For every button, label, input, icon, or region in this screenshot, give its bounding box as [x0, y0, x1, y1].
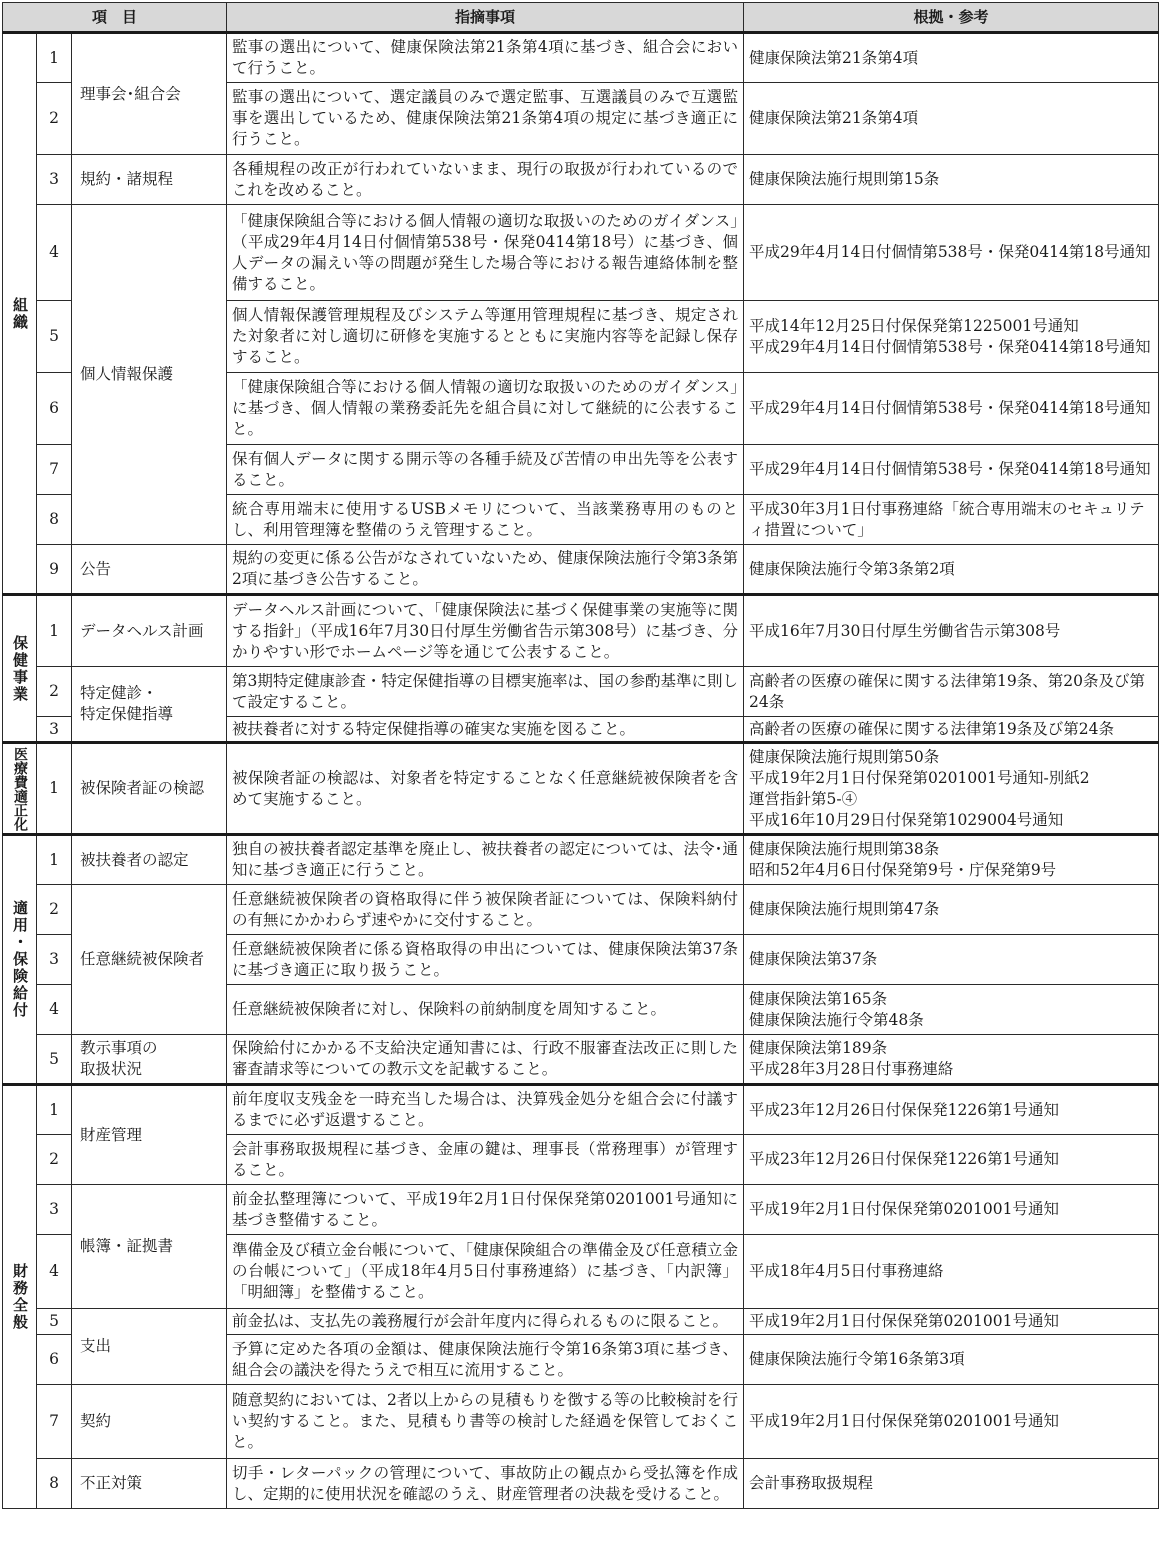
finding-text: 統合専用端末に使用するUSBメモリについて、当該業務専用のものとし、利用管理簿を整備のうえ管理すること。 [227, 495, 744, 545]
reference-text: 健康保険法第189条 平成28年3月28日付事務連絡 [744, 1035, 1159, 1085]
reference-text: 健康保険法施行令第3条第2項 [744, 545, 1159, 595]
reference-text: 健康保険法第21条第4項 [744, 33, 1159, 83]
findings-table [2, 2, 1159, 1509]
category-label: 帳簿・証拠書 [72, 1185, 227, 1309]
row-number: 2 [37, 667, 72, 717]
row-number: 1 [37, 743, 72, 835]
row-number: 4 [37, 1235, 72, 1309]
finding-text: データヘルス計画について、「健康保険法に基づく保健事業の実施等に関する指針」（平成16年7月30日付厚生労働省告示第308号）に基づき、分かりやすい形でホームページ等を通じて公表すること。 [227, 595, 744, 667]
reference-text: 平成23年12月26日付保保発1226第1号通知 [744, 1085, 1159, 1135]
category-label: 特定健診・ 特定保健指導 [72, 667, 227, 743]
table-row [3, 835, 1159, 885]
row-number: 3 [37, 935, 72, 985]
reference-text: 平成29年4月14日付個情第538号・保発0414第18号通知 [744, 205, 1159, 301]
finding-text: 被扶養者に対する特定保健指導の確実な実施を図ること。 [227, 717, 744, 743]
table-row [3, 155, 1159, 205]
finding-text: 切手・レターパックの管理について、事故防止の観点から受払簿を作成し、定期的に使用状況を確認のうえ、財産管理者の決裁を受けること。 [227, 1459, 744, 1509]
reference-text: 健康保険法施行令第16条第3項 [744, 1335, 1159, 1385]
row-number: 2 [37, 1135, 72, 1185]
row-number: 1 [37, 33, 72, 83]
row-number: 1 [37, 835, 72, 885]
finding-text: 会計事務取扱規程に基づき、金庫の鍵は、理事長（常務理事）が管理すること。 [227, 1135, 744, 1185]
reference-text: 平成30年3月1日付事務連絡「統合専用端末のセキュリティ措置について」 [744, 495, 1159, 545]
row-number: 1 [37, 1085, 72, 1135]
row-number: 6 [37, 373, 72, 445]
category-label: 被保険者証の検認 [72, 743, 227, 835]
reference-text: 健康保険法施行規則第47条 [744, 885, 1159, 935]
finding-text: 「健康保険組合等における個人情報の適切な取扱いのためのガイダンス」（平成29年4月14日付個情第538号・保発0414第18号）に基づき、個人データの漏えい等の問題が発生した場合等における報告連絡体制を整備すること。 [227, 205, 744, 301]
finding-text: 準備金及び積立金台帳について、「健康保険組合の準備金及び任意積立金の台帳について」（平成18年4月5日付事務連絡）に基づき、「内訳簿」「明細簿」を整備すること。 [227, 1235, 744, 1309]
row-number: 4 [37, 985, 72, 1035]
finding-text: 任意継続被保険者の資格取得に伴う被保険者証については、保険料納付の有無にかかわらず速やかに交付すること。 [227, 885, 744, 935]
table-row [3, 667, 1159, 717]
reference-text: 平成23年12月26日付保保発1226第1号通知 [744, 1135, 1159, 1185]
finding-text: 個人情報保護管理規程及びシステム等運用管理規程に基づき、規定された対象者に対し適切に研修を実施するとともに実施内容等を記録し保存すること。 [227, 301, 744, 373]
category-label: データヘルス計画 [72, 595, 227, 667]
category-label: 被扶養者の認定 [72, 835, 227, 885]
reference-text: 高齢者の医療の確保に関する法律第19条及び第24条 [744, 717, 1159, 743]
table-row [3, 885, 1159, 935]
finding-text: 保有個人データに関する開示等の各種手続及び苦情の申出先等を公表すること。 [227, 445, 744, 495]
finding-text: 保険給付にかかる不支給決定通知書には、行政不服審査法改正に則した審査請求等についての教示文を記載すること。 [227, 1035, 744, 1085]
row-number: 2 [37, 885, 72, 935]
table-row [3, 1035, 1159, 1085]
table-row [3, 1459, 1159, 1509]
table-row [3, 743, 1159, 835]
finding-text: 規約の変更に係る公告がなされていないため、健康保険法施行令第3条第2項に基づき公告すること。 [227, 545, 744, 595]
table-row [3, 1185, 1159, 1235]
reference-text: 平成29年4月14日付個情第538号・保発0414第18号通知 [744, 373, 1159, 445]
reference-text: 健康保険法施行規則第50条 平成19年2月1日付保発第0201001号通知-別紙2 運営指針第5-④ 平成16年10月29日付保発第1029004号通知 [744, 743, 1159, 835]
section-label: 保健事業 [3, 595, 37, 743]
finding-text: 監事の選出について、選定議員のみで選定監事、互選議員のみで互選監事を選出しているため、健康保険法第21条第4項の規定に基づき適正に行うこと。 [227, 83, 744, 155]
finding-text: 予算に定めた各項の金額は、健康保険法施行令第16条第3項に基づき、組合会の議決を得たうえで相互に流用すること。 [227, 1335, 744, 1385]
row-number: 2 [37, 83, 72, 155]
table-row [3, 1309, 1159, 1335]
finding-text: 前金払は、支払先の義務履行が会計年度内に得られるものに限ること。 [227, 1309, 744, 1335]
row-number: 3 [37, 1185, 72, 1235]
finding-text: 「健康保険組合等における個人情報の適切な取扱いのためのガイダンス」に基づき、個人情報の業務委託先を組合員に対して継続的に公表すること。 [227, 373, 744, 445]
finding-text: 監事の選出について、健康保険法第21条第4項に基づき、組合会において行うこと。 [227, 33, 744, 83]
category-label: 教示事項の 取扱状況 [72, 1035, 227, 1085]
header-row [3, 3, 1159, 33]
row-number: 5 [37, 1035, 72, 1085]
table-row [3, 205, 1159, 301]
finding-text: 各種規程の改正が行われていないまま、現行の取扱が行われているのでこれを改めること。 [227, 155, 744, 205]
row-number: 3 [37, 155, 72, 205]
table-row [3, 595, 1159, 667]
reference-text: 平成19年2月1日付保保発第0201001号通知 [744, 1309, 1159, 1335]
category-label: 規約・諸規程 [72, 155, 227, 205]
section-label: 財務全般 [3, 1085, 37, 1509]
table-row [3, 1085, 1159, 1135]
finding-text: 第3期特定健康診査・特定保健指導の目標実施率は、国の参酌基準に則して設定すること。 [227, 667, 744, 717]
category-label: 不正対策 [72, 1459, 227, 1509]
reference-text: 健康保険法施行規則第38条 昭和52年4月6日付保発第9号・庁保発第9号 [744, 835, 1159, 885]
reference-text: 健康保険法第37条 [744, 935, 1159, 985]
reference-text: 平成16年7月30日付厚生労働省告示第308号 [744, 595, 1159, 667]
row-number: 4 [37, 205, 72, 301]
reference-text: 健康保険法第165条 健康保険法施行令第48条 [744, 985, 1159, 1035]
row-number: 3 [37, 717, 72, 743]
reference-text: 高齢者の医療の確保に関する法律第19条、第20条及び第24条 [744, 667, 1159, 717]
reference-text: 平成14年12月25日付保保発第1225001号通知 平成29年4月14日付個情第538号・保発0414第18号通知 [744, 301, 1159, 373]
reference-text: 平成19年2月1日付保保発第0201001号通知 [744, 1185, 1159, 1235]
finding-text: 被保険者証の検認は、対象者を特定することなく任意継続被保険者を含めて実施すること。 [227, 743, 744, 835]
reference-text: 会計事務取扱規程 [744, 1459, 1159, 1509]
finding-text: 任意継続被保険者に係る資格取得の申出については、健康保険法第37条に基づき適正に取り扱うこと。 [227, 935, 744, 985]
row-number: 8 [37, 1459, 72, 1509]
row-number: 7 [37, 445, 72, 495]
row-number: 1 [37, 595, 72, 667]
row-number: 9 [37, 545, 72, 595]
category-label: 任意継続被保険者 [72, 885, 227, 1035]
table-row [3, 545, 1159, 595]
reference-text: 平成19年2月1日付保保発第0201001号通知 [744, 1385, 1159, 1459]
section-label: 医療費適正化 [3, 743, 37, 835]
reference-text: 健康保険法施行規則第15条 [744, 155, 1159, 205]
table-row [3, 33, 1159, 83]
section-label: 適用・保険給付 [3, 835, 37, 1085]
finding-text: 前金払整理簿について、平成19年2月1日付保保発第0201001号通知に基づき整備すること。 [227, 1185, 744, 1235]
row-number: 7 [37, 1385, 72, 1459]
row-number: 5 [37, 301, 72, 373]
category-label: 個人情報保護 [72, 205, 227, 545]
finding-text: 独自の被扶養者認定基準を廃止し、被扶養者の認定については、法令･通知に基づき適正に行うこと。 [227, 835, 744, 885]
section-label: 組織 [3, 33, 37, 595]
category-label: 支出 [72, 1309, 227, 1385]
finding-text: 前年度収支残金を一時充当した場合は、決算残金処分を組合会に付議するまでに必ず返還すること。 [227, 1085, 744, 1135]
category-label: 公告 [72, 545, 227, 595]
row-number: 5 [37, 1309, 72, 1335]
category-label: 理事会･組合会 [72, 33, 227, 155]
header-finding: 指摘事項 [227, 3, 744, 33]
category-label: 契約 [72, 1385, 227, 1459]
finding-text: 随意契約においては、2者以上からの見積もりを徴する等の比較検討を行い契約すること。また、見積もり書等の検討した経過を保管しておくこと。 [227, 1385, 744, 1459]
table-row [3, 1385, 1159, 1459]
category-label: 財産管理 [72, 1085, 227, 1185]
row-number: 8 [37, 495, 72, 545]
row-number: 6 [37, 1335, 72, 1385]
reference-text: 健康保険法第21条第4項 [744, 83, 1159, 155]
reference-text: 平成29年4月14日付個情第538号・保発0414第18号通知 [744, 445, 1159, 495]
header-item: 項 目 [3, 3, 227, 33]
finding-text: 任意継続被保険者に対し、保険料の前納制度を周知すること。 [227, 985, 744, 1035]
header-reference: 根拠・参考 [744, 3, 1159, 33]
reference-text: 平成18年4月5日付事務連絡 [744, 1235, 1159, 1309]
